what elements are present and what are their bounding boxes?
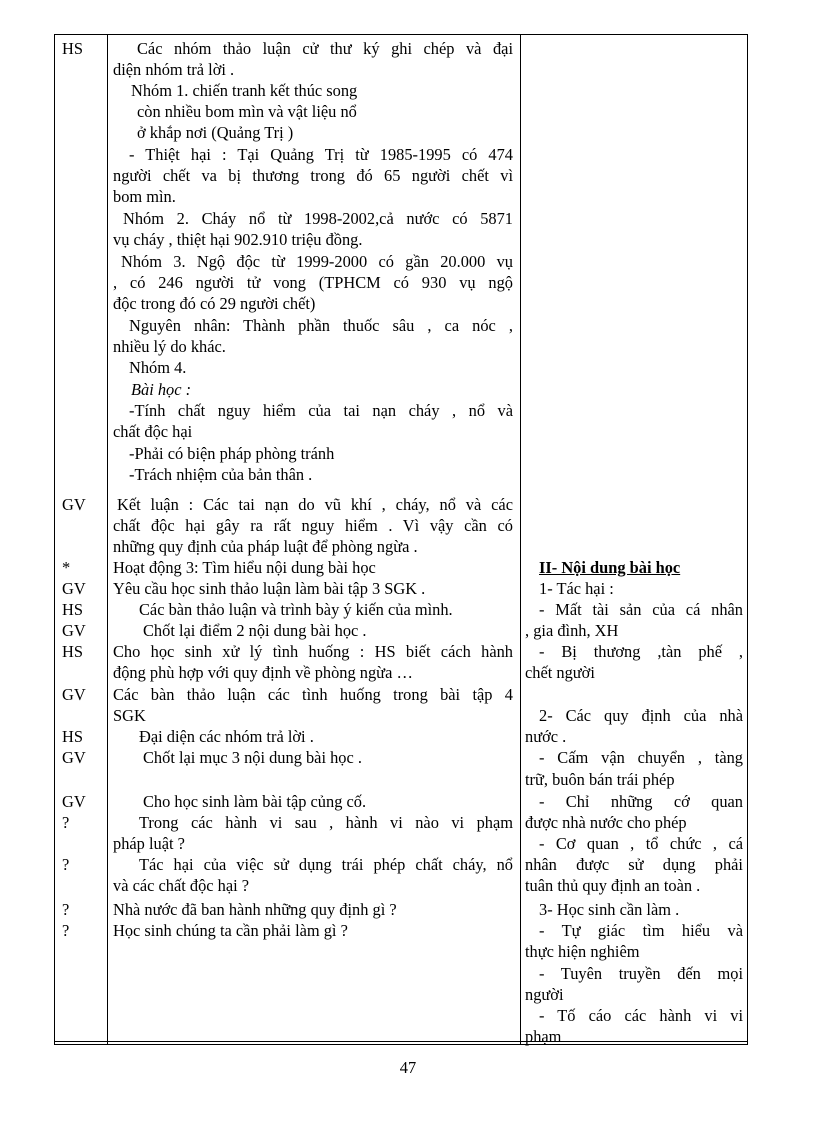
page-number: 47 bbox=[399, 1058, 417, 1077]
activity-line: vụ cháy , thiệt hại 902.910 triệu đồng. bbox=[113, 230, 363, 249]
activity-line: Yêu cầu học sinh thảo luận làm bài tập 3 SGK . bbox=[113, 579, 426, 598]
role-label: HS bbox=[62, 727, 83, 746]
role-label: GV bbox=[62, 748, 86, 767]
role-label: ? bbox=[62, 921, 70, 940]
content-line: 2- Các quy định của nhà bbox=[539, 706, 743, 725]
content-line: - Bị thương ,tàn phế , bbox=[539, 642, 743, 661]
activity-line: chất độc hại gây ra rất nguy hiểm . Vì vậy cần có bbox=[113, 516, 513, 535]
activity-line: và các chất độc hại ? bbox=[113, 876, 250, 895]
activity-line: Trong các hành vi sau , hành vi nào vi phạm bbox=[139, 813, 513, 832]
content-line: - Chỉ những cớ quan bbox=[539, 792, 743, 811]
activity-line: Chốt lại mục 3 nội dung bài học . bbox=[143, 748, 362, 767]
lesson-content-heading: II- Nội dung bài học bbox=[539, 558, 681, 577]
lesson-table bbox=[54, 34, 748, 1045]
activity-line: Nhóm 2. Cháy nổ từ 1998-2002,cả nước có 5871 bbox=[123, 209, 513, 228]
content-line: tuân thủ quy định an toàn . bbox=[525, 876, 701, 895]
role-label: ? bbox=[62, 900, 70, 919]
activity-line: độc trong đó có 29 người chết) bbox=[113, 294, 316, 313]
activity-line: SGK bbox=[113, 706, 146, 725]
content-line: chết người bbox=[525, 663, 595, 682]
activity-line: Đại diện các nhóm trả lời . bbox=[139, 727, 314, 746]
role-label: ? bbox=[62, 813, 70, 832]
activity-line: pháp luật ? bbox=[113, 834, 185, 853]
content-line: phạm bbox=[525, 1027, 562, 1046]
column-divider-2 bbox=[520, 35, 521, 1044]
activity-line: Các nhóm thảo luận cử thư ký ghi chép và đại bbox=[137, 39, 513, 58]
activity-line: động phù hợp với quy định về phòng ngừa … bbox=[113, 663, 413, 682]
role-label: GV bbox=[62, 495, 86, 514]
activity-line: Nhà nước đã ban hành những quy định gì ? bbox=[113, 900, 397, 919]
content-line: - Mất tài sản của cá nhân bbox=[539, 600, 743, 619]
activity-line: ở khắp nơi (Quảng Trị ) bbox=[137, 123, 294, 142]
activity-line: Các bàn thảo luận và trình bày ý kiến của mình. bbox=[139, 600, 453, 619]
content-line: 1- Tác hại : bbox=[539, 579, 614, 598]
role-label: HS bbox=[62, 642, 83, 661]
content-line: nước . bbox=[525, 727, 567, 746]
content-line: được nhà nước cho phép bbox=[525, 813, 687, 832]
content-line: 3- Học sinh cần làm . bbox=[539, 900, 680, 919]
content-line: - Cơ quan , tổ chức , cá bbox=[539, 834, 743, 853]
activity-line: Nhóm 3. Ngộ độc từ 1999-2000 có gần 20.000 vụ bbox=[121, 252, 513, 271]
activity-line: Bài học : bbox=[131, 380, 192, 399]
activity-line: chất độc hại bbox=[113, 422, 193, 441]
activity-line: -Phải có biện pháp phòng tránh bbox=[129, 444, 335, 463]
activity-line: Các bàn thảo luận các tình huống trong bài tập 4 bbox=[113, 685, 513, 704]
content-line: thực hiện nghiêm bbox=[525, 942, 640, 961]
activity-line: Học sinh chúng ta cần phải làm gì ? bbox=[113, 921, 348, 940]
role-label: * bbox=[62, 558, 71, 577]
activity-line: Nguyên nhân: Thành phần thuốc sâu , ca nóc , bbox=[129, 316, 513, 335]
content-line: người bbox=[525, 985, 564, 1004]
activity-line: nhiều lý do khác. bbox=[113, 337, 226, 356]
role-label: GV bbox=[62, 579, 86, 598]
activity-line: -Trách nhiệm của bản thân . bbox=[129, 465, 313, 484]
activity-line: Tác hại của việc sử dụng trái phép chất cháy, nổ bbox=[139, 855, 513, 874]
activity-line: diện nhóm trả lời . bbox=[113, 60, 235, 79]
content-line: - Tố cáo các hành vi vi bbox=[539, 1006, 743, 1025]
role-label: GV bbox=[62, 792, 86, 811]
role-label: GV bbox=[62, 621, 86, 640]
activity-line: Cho học sinh làm bài tập củng cố. bbox=[143, 792, 367, 811]
activity-line: - Thiệt hại : Tại Quảng Trị từ 1985-1995 có 474 bbox=[129, 145, 513, 164]
role-label: HS bbox=[62, 600, 83, 619]
content-line: - Tuyên truyền đến mọi bbox=[539, 964, 743, 983]
activity-line: bom mìn. bbox=[113, 187, 176, 206]
content-line: , gia đình, XH bbox=[525, 621, 619, 640]
activity-line: , có 246 người tử vong (TPHCM có 930 vụ ngộ bbox=[113, 273, 513, 292]
activity-line: Kết luận : Các tai nạn do vũ khí , cháy, nổ và các bbox=[117, 495, 513, 514]
activity-line: còn nhiều bom mìn và vật liệu nổ bbox=[137, 102, 357, 121]
activity-line: những quy định của pháp luật để phòng ngừa . bbox=[113, 537, 418, 556]
role-label: ? bbox=[62, 855, 70, 874]
activity-line: Nhóm 1. chiến tranh kết thúc song bbox=[131, 81, 358, 100]
activity-line: người chết va bị thương trong đó 65 người chết vì bbox=[113, 166, 513, 185]
activity-line: Hoạt động 3: Tìm hiểu nội dung bài học bbox=[113, 558, 376, 577]
content-line: - Tự giác tìm hiểu và bbox=[539, 921, 743, 940]
activity-line: Chốt lại điểm 2 nội dung bài học . bbox=[143, 621, 367, 640]
activity-line: Nhóm 4. bbox=[129, 358, 187, 377]
content-line: nhân được sử dụng phải bbox=[525, 855, 743, 874]
role-label: GV bbox=[62, 685, 86, 704]
role-label: HS bbox=[62, 39, 83, 58]
activity-line: Cho học sinh xử lý tình huống : HS biết cách hành bbox=[113, 642, 513, 661]
activity-line: -Tính chất nguy hiểm của tai nạn cháy , nổ và bbox=[129, 401, 513, 420]
column-divider-1 bbox=[107, 35, 108, 1044]
content-line: - Cấm vận chuyển , tàng bbox=[539, 748, 743, 767]
content-line: trữ, buôn bán trái phép bbox=[525, 770, 675, 789]
